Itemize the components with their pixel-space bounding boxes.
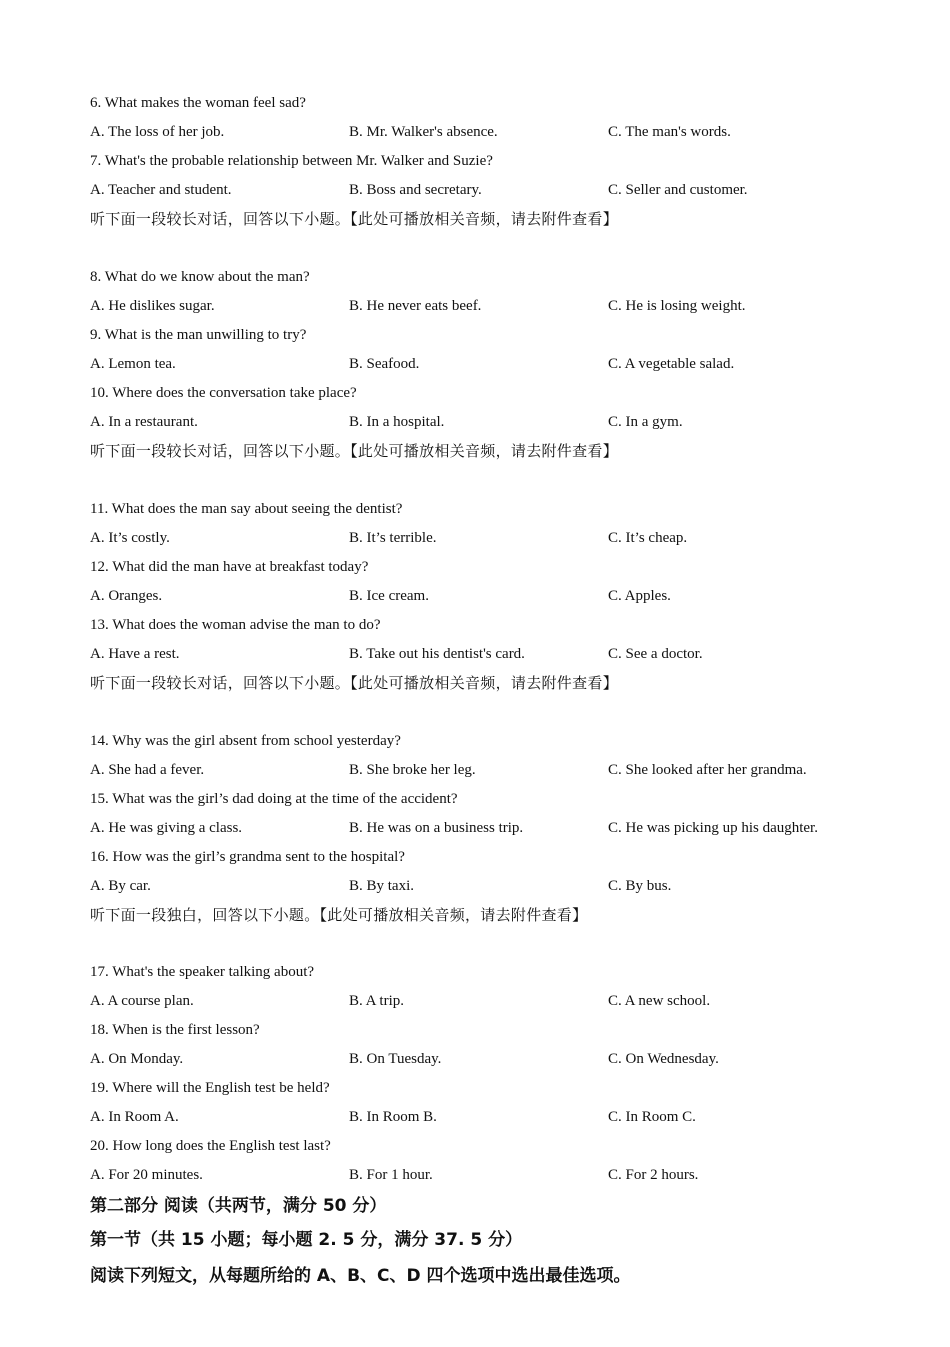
question-text: 6. What makes the woman feel sad? [90,95,306,111]
option-b: B. Mr. Walker's absence. [349,124,498,140]
listening-instruction: 听下面一段较长对话，回答以下小题。【此处可播放相关音频，请去附件查看】 [90,442,619,460]
question-text: 19. Where will the English test be held? [90,1080,330,1096]
option-a: A. Lemon tea. [90,356,176,372]
option-a: A. A course plan. [90,993,194,1009]
question-text: 20. How long does the English test last? [90,1138,331,1154]
option-c: C. In Room C. [608,1109,696,1125]
option-b: B. Seafood. [349,356,420,372]
option-c: C. In a gym. [608,414,683,430]
option-c: C. By bus. [608,878,672,894]
section-heading: 第二部分 阅读（共两节，满分 50 分） [90,1196,387,1216]
options-row [90,296,890,316]
question-text: 15. What was the girl’s dad doing at the time of the accident? [90,791,458,807]
options-row [90,818,890,838]
option-a: A. By car. [90,878,151,894]
options-row [90,528,890,548]
option-c: C. For 2 hours. [608,1167,699,1183]
option-a: A. Have a rest. [90,646,180,662]
option-b: B. Ice cream. [349,588,429,604]
option-a: A. In Room A. [90,1109,179,1125]
options-row [90,180,890,200]
option-b: B. He was on a business trip. [349,820,524,836]
option-c: C. He was picking up his daughter. [608,820,818,836]
option-a: A. She had a fever. [90,762,205,778]
question-text: 18. When is the first lesson? [90,1022,260,1038]
question-text: 12. What did the man have at breakfast today? [90,559,369,575]
option-c: C. He is losing weight. [608,298,746,314]
section-heading: 第一节（共 15 小题；每小题 2. 5 分，满分 37. 5 分） [90,1230,523,1250]
question-text: 16. How was the girl’s grandma sent to the hospital? [90,849,405,865]
options-row [90,876,890,896]
options-row [90,991,890,1011]
option-b: B. A trip. [349,993,405,1009]
option-a: A. It’s costly. [90,530,170,546]
option-b: B. She broke her leg. [349,762,476,778]
option-a: A. Teacher and student. [90,182,232,198]
option-b: B. Take out his dentist's card. [349,646,525,662]
option-a: A. He dislikes sugar. [90,298,215,314]
question-text: 17. What's the speaker talking about? [90,964,315,980]
option-b: B. It’s terrible. [349,530,437,546]
question-text: 14. Why was the girl absent from school yesterday? [90,733,401,749]
question-text: 7. What's the probable relationship between Mr. Walker and Suzie? [90,153,493,169]
question-text: 8. What do we know about the man? [90,269,310,285]
options-row [90,122,890,142]
option-b: B. Boss and secretary. [349,182,482,198]
options-row [90,760,890,780]
option-c: C. Apples. [608,588,671,604]
option-b: B. He never eats beef. [349,298,482,314]
option-a: A. In a restaurant. [90,414,198,430]
option-c: C. She looked after her grandma. [608,762,807,778]
question-text: 11. What does the man say about seeing the dentist? [90,501,403,517]
options-row [90,1107,890,1127]
option-c: C. A vegetable salad. [608,356,735,372]
option-c: C. On Wednesday. [608,1051,719,1067]
options-row [90,1165,890,1185]
options-row [90,644,890,664]
option-b: B. On Tuesday. [349,1051,442,1067]
options-row [90,586,890,606]
option-c: C. Seller and customer. [608,182,748,198]
listening-instruction: 听下面一段较长对话，回答以下小题。【此处可播放相关音频，请去附件查看】 [90,674,619,692]
options-row [90,412,890,432]
listening-instruction: 听下面一段较长对话，回答以下小题。【此处可播放相关音频，请去附件查看】 [90,210,619,228]
option-a: A. Oranges. [90,588,163,604]
question-text: 13. What does the woman advise the man to do? [90,617,381,633]
section-heading: 阅读下列短文，从每题所给的 A、B、C、D 四个选项中选出最佳选项。 [90,1266,631,1286]
option-b: B. By taxi. [349,878,415,894]
option-a: A. He was giving a class. [90,820,243,836]
option-c: C. A new school. [608,993,711,1009]
options-row [90,354,890,374]
option-c: C. See a doctor. [608,646,703,662]
option-c: C. The man's words. [608,124,731,140]
option-b: B. For 1 hour. [349,1167,433,1183]
option-b: B. In a hospital. [349,414,445,430]
question-text: 9. What is the man unwilling to try? [90,327,307,343]
option-c: C. It’s cheap. [608,530,688,546]
option-a: A. For 20 minutes. [90,1167,203,1183]
option-b: B. In Room B. [349,1109,437,1125]
option-a: A. On Monday. [90,1051,184,1067]
listening-instruction: 听下面一段独白，回答以下小题。【此处可播放相关音频，请去附件查看】 [90,906,588,924]
question-text: 10. Where does the conversation take place? [90,385,357,401]
options-row [90,1049,890,1069]
option-a: A. The loss of her job. [90,124,225,140]
